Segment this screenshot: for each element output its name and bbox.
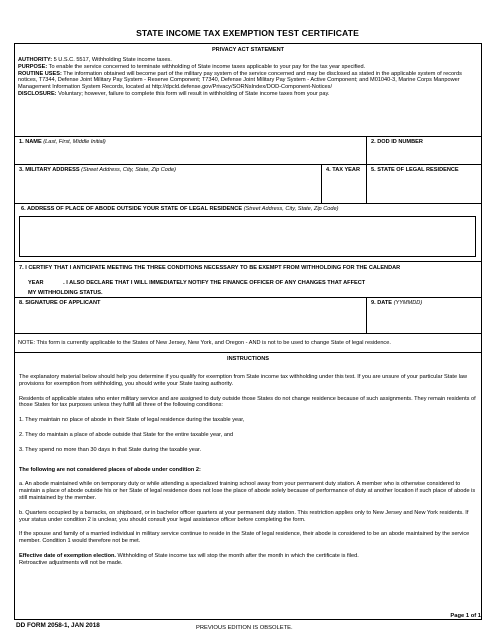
name-hint: (Last, First, Middle Initial) (43, 139, 106, 145)
legal-residence-label: 5. STATE OF LEGAL RESIDENCE (371, 167, 459, 173)
purpose-paragraph (18, 64, 478, 71)
abode-label-line (15, 204, 481, 215)
certify-row (15, 262, 481, 298)
form-title: STATE INCOME TAX EXEMPTION TEST CERTIFICATE (136, 28, 359, 38)
disclosure-paragraph (18, 91, 478, 98)
dod-id-field[interactable] (366, 137, 481, 164)
routine-uses-paragraph (18, 71, 478, 91)
condition-1: 1. They maintain no place of abode in their State of legal residence during the taxable year, (19, 417, 245, 424)
authority-paragraph (18, 57, 478, 64)
exception-b: b. Quarters occupied by a barracks, on shipboard, or in bachelor officer quarters at your permanent duty station. This restriction applies only to New Jersey and New York residents. If your status under condition 2 is unclear, you should consult your legal assistance officer before completing the form. (19, 509, 469, 523)
purpose-text: To enable the service concerned to terminate withholding of State income taxes applicable to your pay for the tax year specified. (47, 63, 366, 70)
spouse-paragraph: If the spouse and family of a married individual in military service continue to reside in the State of legal residence, their abode is considered to be an abode maintained by the service member. Condition 1 would therefore not be met. (19, 531, 470, 545)
page-number: Page 1 of 1 (450, 613, 481, 619)
form-number: DD FORM 2058-1, JAN 2018 (16, 622, 100, 629)
privacy-header: PRIVACY ACT STATEMENT (211, 47, 285, 53)
certify-line-1: 7. I CERTIFY THAT I ANTICIPATE MEETING THE THREE CONDITIONS NECESSARY TO BE EXEMPT FROM WITHHOLDING FOR THE CALENDAR (19, 265, 401, 271)
note-row (15, 334, 481, 353)
name-dod-row (15, 137, 481, 165)
disclosure-text: Voluntary; however, failure to complete this form will result in withholding of State income taxes from your pay. (56, 90, 330, 97)
purpose-label: PURPOSE: (18, 63, 48, 70)
obsolete-notice: PREVIOUS EDITION IS OBSOLETE. (196, 625, 293, 631)
military-address-label: 3. MILITARY ADDRESS (19, 167, 80, 173)
tax-year-label: 4. TAX YEAR (326, 167, 360, 173)
effective-date-paragraph (19, 553, 477, 560)
military-address-hint: (Street Address, City, State, Zip Code) (81, 167, 176, 173)
instructions-header: INSTRUCTIONS (227, 356, 269, 362)
retroactive-text: Retroactive adjustments will not be made. (19, 559, 123, 566)
date-field[interactable] (366, 298, 481, 333)
address-row (15, 165, 481, 204)
military-address-field[interactable] (15, 165, 321, 203)
note-text: NOTE: This form is currently applicable to the States of New Jersey, New York, and Oregon - AND is not to be used to change State of legal residence. (18, 340, 391, 346)
signature-row (15, 298, 481, 334)
condition-3: 3. They spend no more than 30 days in that State during the taxable year. (19, 446, 202, 453)
effective-text: Withholding of State income tax will stop the month after the month in which the certificate is filed. (115, 552, 359, 559)
instructions-section (15, 353, 481, 619)
certify-year-input[interactable] (45, 278, 63, 284)
signature-field[interactable] (15, 298, 366, 333)
certify-year-label: YEAR (28, 280, 44, 286)
abode-hint: (Street Address, City, State, Zip Code) (243, 206, 339, 212)
signature-label: 8. SIGNATURE OF APPLICANT (19, 300, 101, 306)
condition-2: 2. They do maintain a place of abode outside that State for the entire taxable year, and (19, 431, 234, 438)
date-hint: (YYMMDD) (393, 300, 423, 306)
authority-text: 5 U.S.C. 5517, Withholding State income taxes. (52, 57, 172, 63)
tax-year-field[interactable] (321, 165, 366, 203)
certify-line-2 (15, 272, 481, 287)
legal-residence-field[interactable] (366, 165, 481, 203)
not-abode-header: The following are not considered places of abode under condition 2: (19, 466, 201, 473)
routine-uses-label: ROUTINE USES: (18, 70, 62, 77)
name-label: 1. NAME (19, 139, 42, 145)
certify-declaration: . I ALSO DECLARE THAT I WILL IMMEDIATELY NOTIFY THE FINANCE OFFICER OF ANY CHANGES THAT AFFECT (63, 280, 366, 286)
routine-uses-text: The information obtained will become part of the military pay system of the service concerned and may be disclosed as stated in the applicable system of records notices, T7344, Defense Joint Military Pay System - Reserve Component; T7340, Defense Joint Military Pay System - Active Component; and M01040-3, Marine Corps Manpower Management Information System Records, located at http://dpcld.defense.gov/Privacy/SORNsIndex/DOD-Component-Notices/ (18, 70, 462, 91)
privacy-act-section (15, 44, 481, 137)
instructions-residents: Residents of applicable states who enter military service and are assigned to duty outside those States do not change residence because of such assignments. They remain residents of those States for tax purposes unless they fulfill all three of the following conditions: (19, 395, 476, 409)
abode-row (15, 204, 481, 262)
certify-line-3: MY WITHHOLDING STATUS. (28, 290, 103, 296)
name-field[interactable] (15, 137, 366, 164)
disclosure-label: DISCLOSURE: (18, 90, 57, 97)
abode-address-input[interactable] (19, 216, 476, 257)
form-body (14, 43, 482, 620)
dod-id-label: 2. DOD ID NUMBER (371, 139, 423, 145)
exception-a: a. An abode maintained while on temporary duty or while attending a specialized training school away from your permanent duty station. A member who is otherwise considered to maintain a place of abode outside his or her State of legal residence does not lose the place of abode solely because of performance of duty at another location if such place of abode is still maintained by the member. (19, 481, 476, 501)
date-label: 9. DATE (371, 300, 393, 306)
instructions-intro: The explanatory material below should help you determine if you qualify for exemption from State income tax withholding under this test. If you are unsure of your particular State law provisions for exemption from withholding, you should write your State taxing authority. (19, 374, 468, 387)
effective-label: Effective date of exemption election. (19, 552, 116, 559)
abode-label: 6. ADDRESS OF PLACE OF ABODE OUTSIDE YOUR STATE OF LEGAL RESIDENCE (21, 206, 243, 212)
authority-label: AUTHORITY: (18, 57, 53, 63)
